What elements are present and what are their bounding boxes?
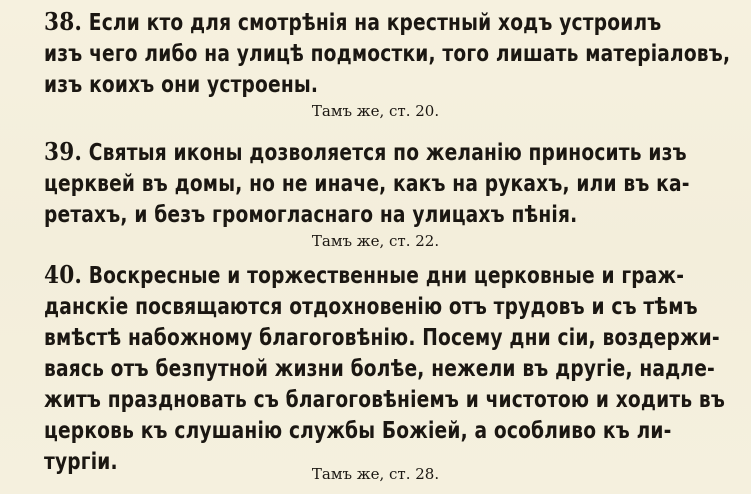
article-line: изъ коихъ они устроены. [44, 72, 319, 98]
article-line [44, 6, 662, 39]
article-40 [44, 259, 726, 478]
article-39 [44, 136, 714, 231]
article-line: ваясь отъ безпутной жизни болѣе, нежели въ другіе, надле- [44, 356, 715, 382]
article-text: Воскресные и торжественные дни церковные и граж- [88, 263, 685, 289]
citation: Тамъ же, ст. 22. [311, 232, 440, 250]
article-line: изъ чего либо на улицѣ подмостки, того лишать матеріаловъ, [44, 41, 731, 67]
article-line: церквей въ домы, но не иначе, какъ на рукахъ, или въ ка- [44, 171, 690, 197]
article-number: 39. [44, 137, 83, 166]
article-text: Если кто для смотрѣнія на крестный ходъ устроилъ [88, 10, 662, 36]
article-number: 40. [44, 260, 83, 289]
article-line [44, 136, 687, 169]
article-line: данскіе посвящаются отдохновенію отъ трудовъ и съ тѣмъ [44, 294, 698, 320]
article-line: тургіи. [44, 449, 118, 475]
article-line: церковь къ слушанію службы Божіей, а особливо къ ли- [44, 418, 672, 444]
article-line [44, 259, 685, 292]
article-38 [44, 6, 731, 101]
article-line: вмѣстѣ набожному благоговѣнію. Посему дни сіи, воздержи- [44, 325, 720, 351]
article-line: житъ праздновать съ благоговѣніемъ и чистотою и ходить въ [44, 387, 726, 413]
article-number: 38. [44, 7, 83, 36]
citation: Тамъ же, ст. 28. [311, 465, 440, 483]
citation: Тамъ же, ст. 20. [311, 102, 440, 120]
article-text: Святыя иконы дозволяется по желанію приносить изъ [88, 140, 687, 166]
article-line: ретахъ, и безъ громогласнаго на улицахъ пѣнія. [44, 202, 578, 228]
